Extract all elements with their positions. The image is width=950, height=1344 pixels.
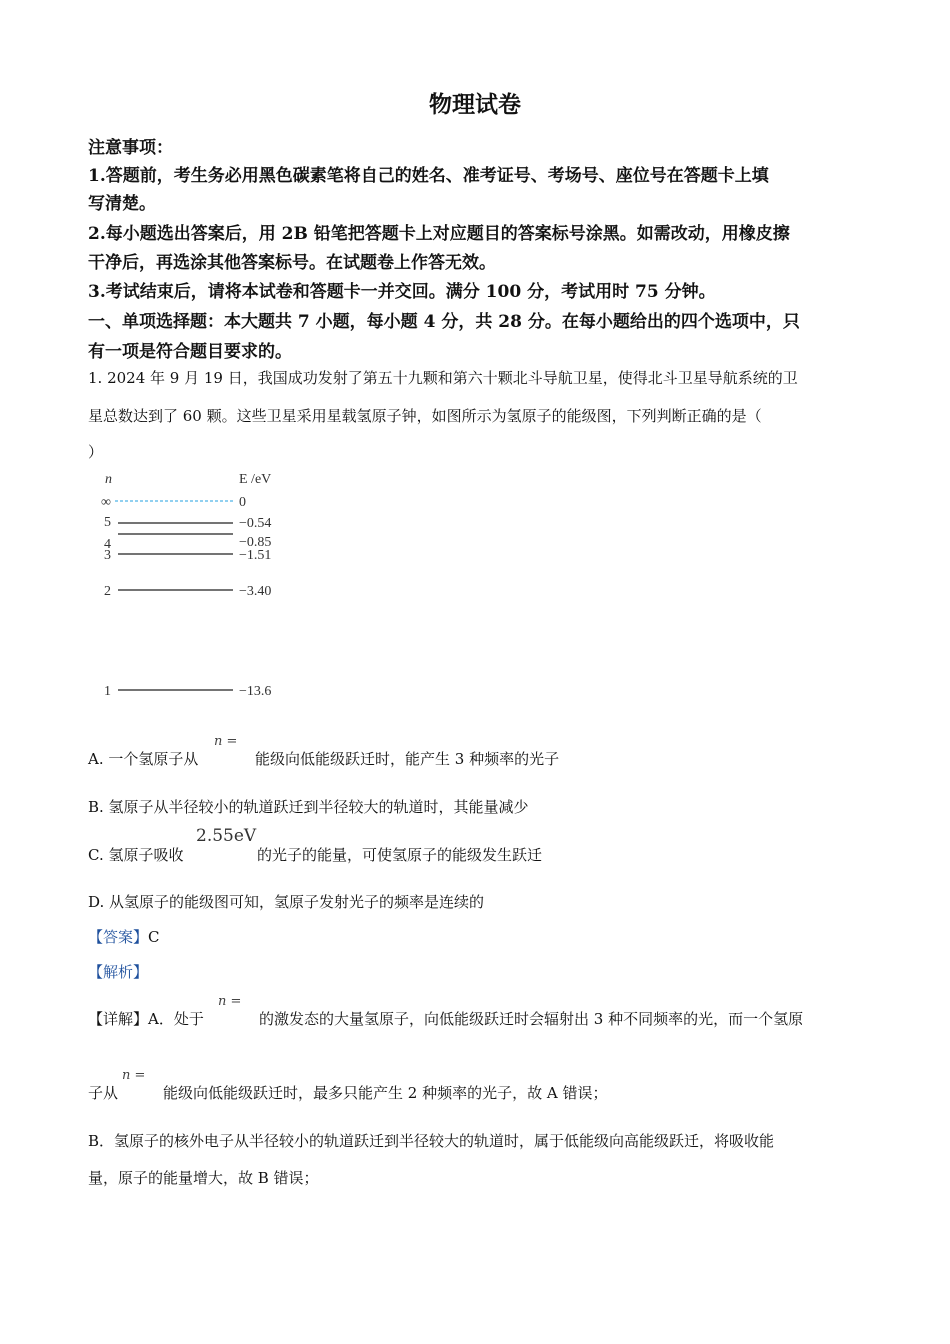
energy-level-e-label: −0.54 xyxy=(239,516,272,531)
energy-level-e-label: 0 xyxy=(239,495,246,510)
notice-item-2-line-2: 干净后，再选涂其他答案标号。在试题卷上作答无效。 xyxy=(88,253,496,273)
energy-level-diagram xyxy=(95,465,295,705)
detail-a-prefix: A．处于 xyxy=(148,1010,204,1028)
q1-stem-line-3: ） xyxy=(88,443,104,461)
q1-stem-line-1: 1. 2024 年 9 月 19 日，我国成功发射了第五十九颗和第六十颗北斗导航卫星，使得北斗卫星导航系统的卫 xyxy=(88,369,798,387)
energy-level-n-label: 4 xyxy=(104,537,111,552)
q1-option-a-fraction: n = xyxy=(214,734,238,749)
energy-level-e-label: −3.40 xyxy=(239,584,272,599)
energy-level-n-label: 2 xyxy=(104,584,111,599)
section-1-line-2: 有一项是符合题目要求的。 xyxy=(88,342,292,362)
answer-value: C xyxy=(148,928,160,946)
energy-level-e-label: −1.51 xyxy=(239,548,272,563)
q1-stem-line-2: 星总数达到了 60 颗。这些卫星采用星载氢原子钟，如图所示为氢原子的能级图，下列判断正确的是（ xyxy=(88,407,762,425)
q1-option-c-value: 2.55eV xyxy=(196,826,257,846)
q1-option-c-prefix: C. 氢原子吸收 xyxy=(88,846,184,864)
diagram-e-label: E /eV xyxy=(239,472,272,487)
detail-tag: 【详解】 xyxy=(88,1010,149,1028)
detail-a-fraction-2: n = xyxy=(122,1068,146,1083)
q1-option-a-prefix: A. 一个氢原子从 xyxy=(88,750,199,768)
notice-item-3: 3.考试结束后，请将本试卷和答题卡一并交回。满分 100 分，考试用时 75 分钟。 xyxy=(88,282,716,302)
q1-option-a-suffix: 能级向低能级跃迁时，能产生 3 种频率的光子 xyxy=(255,750,560,768)
q1-option-c-suffix: 的光子的能量，可使氢原子的能级发生跃迁 xyxy=(257,846,543,864)
analysis-tag: 【解析】 xyxy=(88,963,149,981)
notice-item-2-line-1: 2.每小题选出答案后，用 2B 铅笔把答题卡上对应题目的答案标号涂黑。如需改动，用橡皮擦 xyxy=(88,224,790,244)
diagram-n-label: n xyxy=(105,472,112,487)
energy-level-n-label: ∞ xyxy=(101,495,111,510)
detail-a-line-2-suffix: 能级向低能级跃迁时，最多只能产生 2 种频率的光子，故 A 错误； xyxy=(163,1084,608,1102)
energy-level-n-label: 5 xyxy=(104,515,111,530)
notice-item-1-line-2: 写清楚。 xyxy=(88,194,156,214)
section-1-line-1: 一、单项选择题：本大题共 7 小题，每小题 4 分，共 28 分。在每小题给出的四个选项中，只 xyxy=(88,312,800,332)
detail-a-middle: 的激发态的大量氢原子，向低能级跃迁时会辐射出 3 种不同频率的光，而一个氢原 xyxy=(259,1010,804,1028)
detail-b-line-1: B．氢原子的核外电子从半径较小的轨道跃迁到半径较大的轨道时，属于低能级向高能级跃迁，将吸收能 xyxy=(88,1132,775,1150)
page-title: 物理试卷 xyxy=(429,91,521,118)
energy-level-e-label: −0.85 xyxy=(239,535,272,550)
q1-option-b: B. 氢原子从半径较小的轨道跃迁到半径较大的轨道时，其能量减少 xyxy=(88,798,529,816)
detail-b-line-2: 量，原子的能量增大，故 B 错误； xyxy=(88,1169,319,1187)
energy-level-e-label: −13.6 xyxy=(239,684,272,699)
q1-option-d: D. 从氢原子的能级图可知，氢原子发射光子的频率是连续的 xyxy=(88,893,485,911)
energy-level-n-label: 3 xyxy=(104,548,111,563)
answer-line xyxy=(88,926,160,947)
energy-level-n-label: 1 xyxy=(104,684,111,699)
detail-a-line-1-start xyxy=(88,1008,204,1029)
notice-heading: 注意事项： xyxy=(88,138,173,158)
detail-a-line-2-prefix: 子从 xyxy=(88,1084,119,1102)
answer-tag: 【答案】 xyxy=(88,928,149,946)
detail-a-fraction-1: n = xyxy=(218,994,242,1009)
energy-levels xyxy=(101,495,271,699)
notice-item-1-line-1: 1.答题前，考生务必用黑色碳素笔将自己的姓名、准考证号、考场号、座位号在答题卡上填 xyxy=(88,166,769,186)
